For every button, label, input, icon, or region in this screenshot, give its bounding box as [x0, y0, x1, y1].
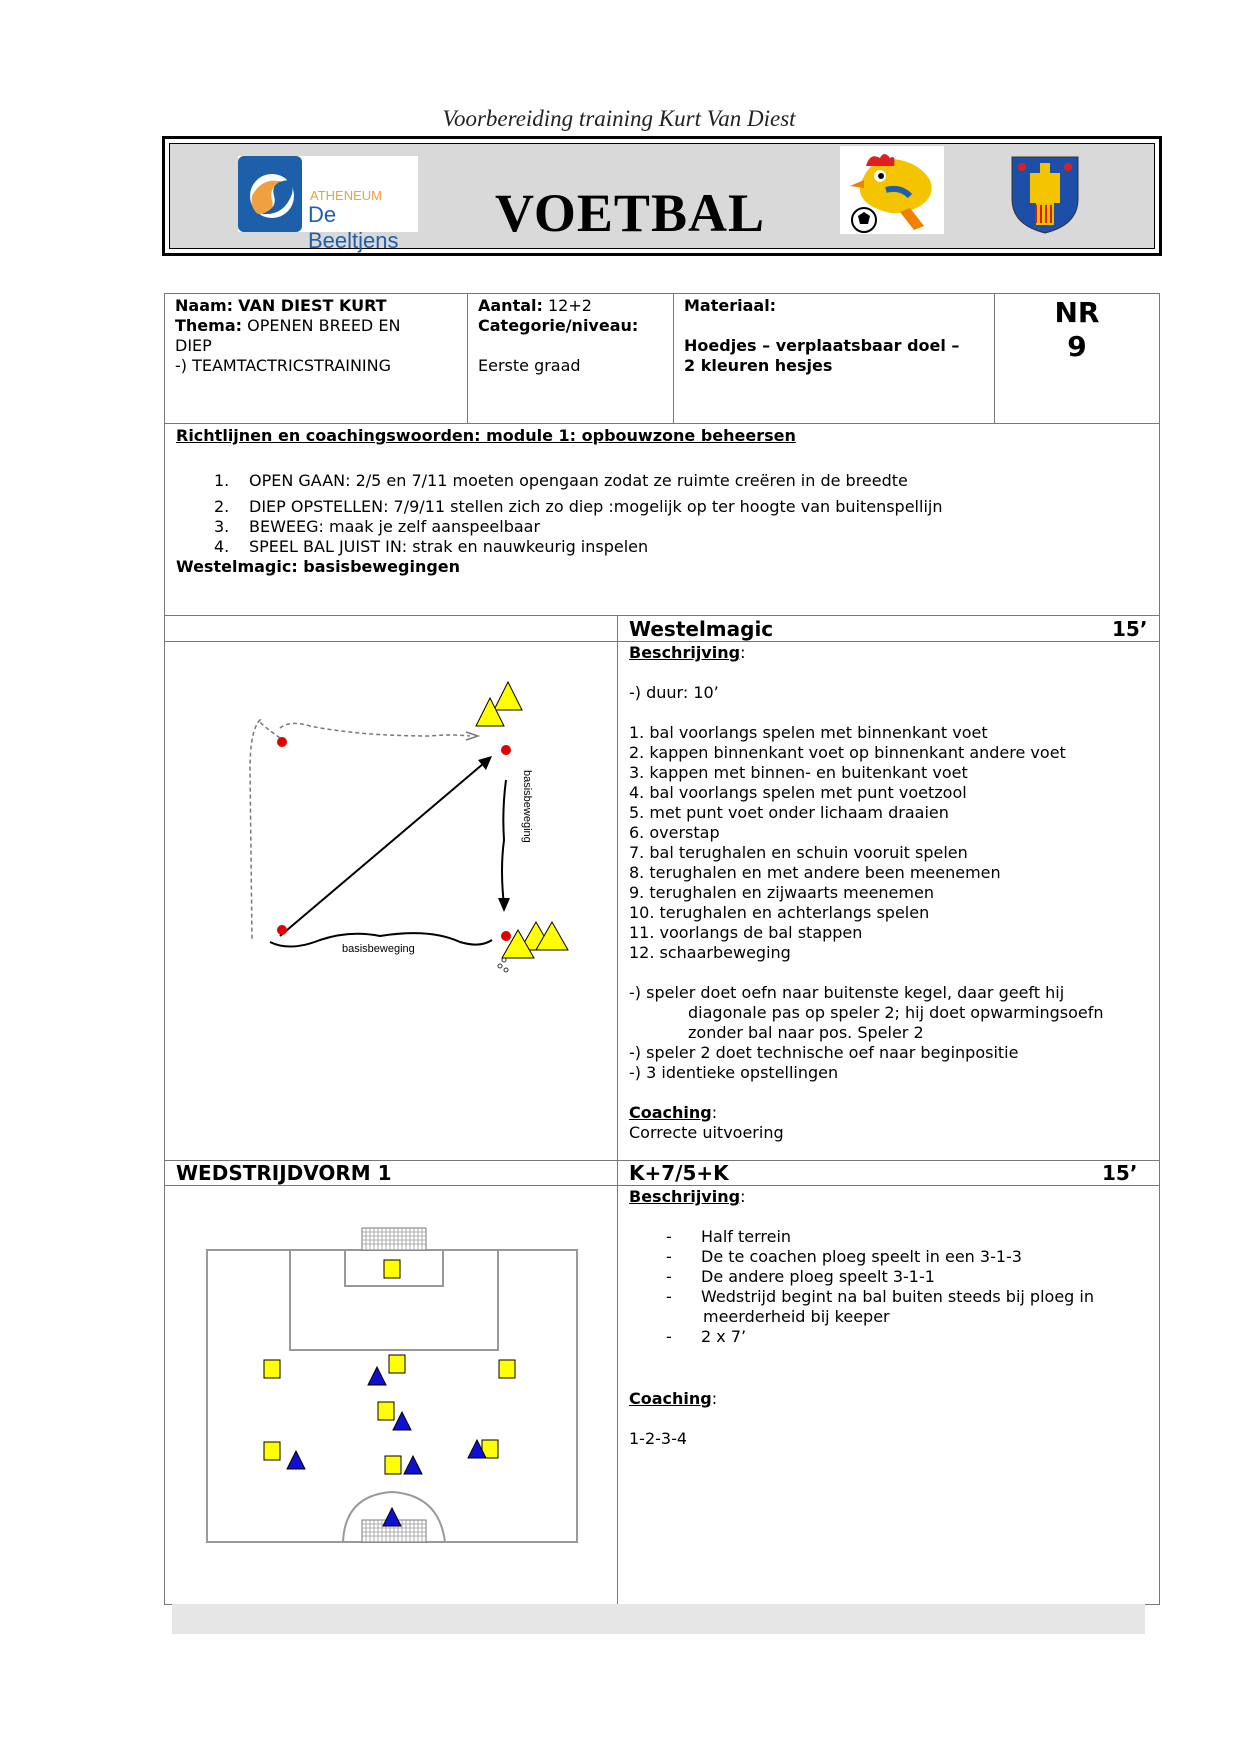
bullet-4: Wedstrijd begint na bal buiten steeds bij ploeg in	[701, 1287, 1094, 1306]
naam-value: VAN DIEST KURT	[238, 296, 387, 315]
logo-text-top: ATHENEUM	[310, 188, 382, 203]
aantal-label: Aantal:	[478, 296, 543, 315]
step-12: 12. schaarbeweging	[629, 943, 791, 962]
guideline-text-4: SPEEL BAL JUIST IN: strak en nauwkeurig inspelen	[249, 537, 649, 556]
step-6: 6. overstap	[629, 823, 720, 842]
guideline-num-2: 2.	[214, 497, 230, 516]
yellow-player-icon	[499, 1360, 515, 1378]
top-goal	[362, 1228, 426, 1250]
ball-icon	[504, 968, 508, 972]
thema-value-3: -) TEAMTACTRICSTRAINING	[175, 356, 391, 375]
bullet-mark: -	[666, 1327, 672, 1346]
banner-title: VOETBAL	[495, 183, 765, 243]
ball-icon	[498, 964, 502, 968]
step-10: 10. terughalen en achterlangs spelen	[629, 903, 930, 922]
aantal-value: 12+2	[548, 296, 592, 315]
diagram-label-horizontal: basisbeweging	[342, 943, 415, 955]
coat-of-arms-image	[1010, 155, 1080, 235]
pitch-outline	[207, 1250, 577, 1542]
thema-value-2: DIEP	[175, 336, 212, 355]
rooster-mascot-image	[840, 146, 944, 234]
player-dot-icon	[501, 745, 511, 755]
wedstrijdvorm-format: K+7/5+K	[629, 1161, 729, 1185]
section2-header-line	[164, 1185, 1160, 1186]
footer-shade	[172, 1604, 1145, 1634]
westelmagic-time: 15’	[1112, 617, 1148, 641]
guidelines-footer: Westelmagic: basisbewegingen	[176, 557, 461, 576]
guideline-num-1: 1.	[214, 471, 230, 490]
player-dot-icon	[501, 931, 511, 941]
bullet-mark: -	[666, 1247, 672, 1266]
yellow-player-icon	[378, 1402, 394, 1420]
westelmagic-title: Westelmagic	[629, 617, 774, 641]
nr-cell	[995, 294, 1160, 424]
beschrijving-label-2: Beschrijving	[629, 1187, 741, 1206]
materiaal-value-2: 2 kleuren hesjes	[684, 356, 833, 375]
bullet-5: 2 x 7’	[701, 1327, 747, 1346]
step-9: 9. terughalen en zijwaarts meenemen	[629, 883, 934, 902]
guideline-text-1: OPEN GAAN: 2/5 en 7/11 moeten opengaan zodat ze ruimte creëren in de breedte	[249, 471, 908, 490]
beschrijving-label-1: Beschrijving	[629, 643, 741, 662]
categorie-value: Eerste graad	[478, 356, 581, 375]
section1-header-line	[164, 641, 1160, 642]
nr-label: NR	[1054, 296, 1100, 329]
yellow-player-icon	[389, 1355, 405, 1373]
nr-value: 9	[1067, 330, 1087, 363]
bullet-mark: -	[666, 1267, 672, 1286]
step-3: 3. kappen met binnen- en buitenkant voet	[629, 763, 968, 782]
coaching-text-1: Correcte uitvoering	[629, 1123, 784, 1142]
half-pitch-diagram	[205, 1220, 590, 1550]
materiaal-label: Materiaal:	[684, 296, 777, 315]
cone-icon	[494, 682, 522, 710]
wedstrijdvorm-time: 15’	[1102, 1161, 1138, 1185]
thema-label: Thema:	[175, 316, 243, 335]
logo-text-bottom: De Beeltjens	[308, 202, 399, 253]
thema-value-1: OPENEN BREED EN	[247, 316, 401, 335]
bullet-mark: -	[666, 1287, 672, 1306]
running-title: Voorbereiding training Kurt Van Diest	[442, 106, 796, 131]
section2-divider	[617, 1160, 618, 1605]
wedstrijdvorm-title: WEDSTRIJDVORM 1	[176, 1161, 392, 1185]
player-dot-icon	[277, 925, 287, 935]
naam-label: Naam:	[175, 296, 234, 315]
yellow-player-icon	[264, 1360, 280, 1378]
coaching-label-1: Coaching	[629, 1103, 712, 1122]
step-8: 8. terughalen en met andere been meenemen	[629, 863, 1001, 882]
step-1: 1. bal voorlangs spelen met binnenkant voet	[629, 723, 988, 742]
categorie-label: Categorie/niveau:	[478, 316, 639, 335]
guideline-num-3: 3.	[214, 517, 230, 536]
aantal-categorie-cell	[468, 294, 674, 424]
start-dot-icon	[277, 737, 287, 747]
note-1: -) speler doet oefn naar buitenste kegel, daar geeft hij	[629, 983, 1065, 1002]
step-7: 7. bal terughalen en schuin vooruit spelen	[629, 843, 968, 862]
naam-thema-cell	[165, 294, 468, 424]
section1-divider	[617, 615, 618, 1161]
bullet-3: De andere ploeg speelt 3-1-1	[701, 1267, 935, 1286]
guidelines-heading: Richtlijnen en coachingswoorden: module 1: opbouwzone beheersen	[176, 426, 796, 445]
school-logo	[238, 156, 418, 253]
coaching-text-2: 1-2-3-4	[629, 1429, 688, 1448]
note-4: -) speler 2 doet technische oef naar beginpositie	[629, 1043, 1019, 1062]
guideline-text-2: DIEP OPSTELLEN: 7/9/11 stellen zich zo diep :mogelijk op ter hoogte van buitenspellijn	[249, 497, 943, 516]
bullet-1: Half terrein	[701, 1227, 792, 1246]
bullet-2: De te coachen ploeg speelt in een 3-1-3	[701, 1247, 1022, 1266]
step-11: 11. voorlangs de bal stappen	[629, 923, 863, 942]
westelmagic-diagram	[230, 680, 610, 990]
yellow-player-icon	[384, 1260, 400, 1278]
yellow-player-icon	[385, 1456, 401, 1474]
step-5: 5. met punt voet onder lichaam draaien	[629, 803, 949, 822]
yellow-player-icon	[264, 1442, 280, 1460]
materiaal-value-1: Hoedjes – verplaatsbaar doel –	[684, 336, 960, 355]
diagram-label-vertical: basisbeweging	[521, 770, 533, 843]
guideline-text-3: BEWEEG: maak je zelf aanspeelbaar	[249, 517, 541, 536]
coaching-label-2: Coaching	[629, 1389, 712, 1408]
bullet-4-continued: meerderheid bij keeper	[703, 1307, 890, 1326]
guideline-num-4: 4.	[214, 537, 230, 556]
ball-icon	[502, 958, 506, 962]
step-4: 4. bal voorlangs spelen met punt voetzool	[629, 783, 967, 802]
materiaal-cell	[674, 294, 995, 424]
note-5: -) 3 identieke opstellingen	[629, 1063, 839, 1082]
bullet-mark: -	[666, 1227, 672, 1246]
note-3: zonder bal naar pos. Speler 2	[688, 1023, 924, 1042]
duur-text: -) duur: 10’	[629, 683, 719, 702]
step-2: 2. kappen binnenkant voet op binnenkant andere voet	[629, 743, 1066, 762]
note-2: diagonale pas op speler 2; hij doet opwarmingsoefn	[688, 1003, 1104, 1022]
training-info-table	[164, 293, 1160, 424]
